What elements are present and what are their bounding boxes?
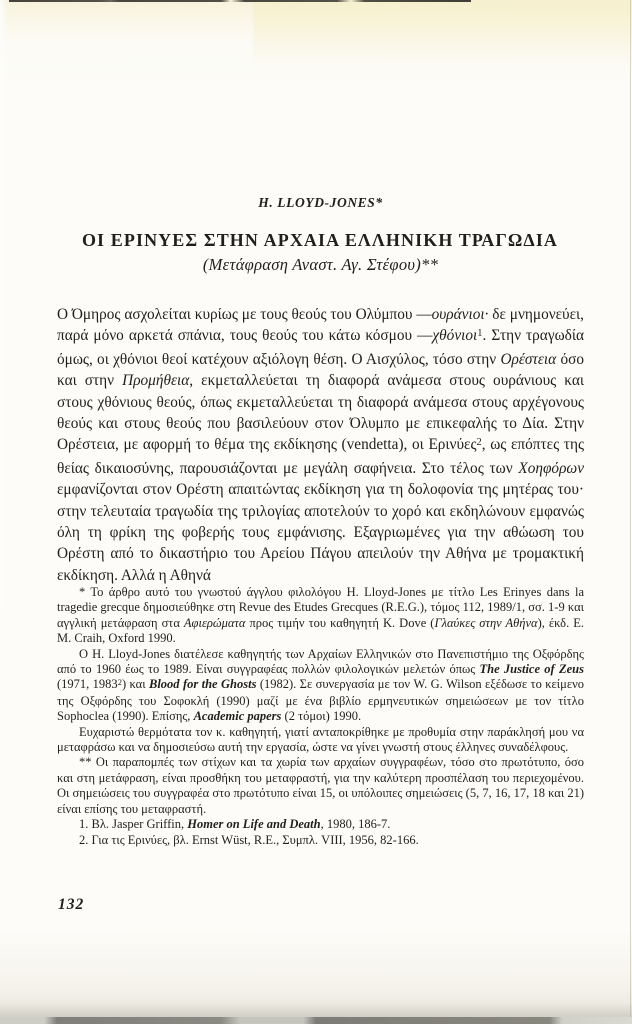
author-line: H. LLOYD-JONES* [258, 195, 383, 210]
footnote-bio: Ο H. Lloyd-Jones διατέλεσε καθηγητής των Αρχαίων Ελληνικών στο Πανεπιστήμιο της Οξφόρδης από το 1960 έως το 1989. Είναι συγγραφέας πολλών φιλολογικών μελετών όπως The Justice of Zeus (1971, 1983$^2$) και Blood for the Ghosts (1982). Σε συνεργασία με τον W. G. Wilson εξέδωσε το κείμενο της Οξφόρδης του Σοφοκλή (1990) μαζί με ένα βιβλίο ερμηνευτικών σημειώσεων με τον τίτλο Sophoclea (1990). Επίσης, Academic papers (2 τόμοι) 1990. [57, 646, 584, 724]
body-paragraph: Ο Όμηρος ασχολείται κυρίως με τους θεούς του Ολύμπου —ουράνιοι· δε μνημονεύει, παρά μόνο αρκετά σπάνια, τους θεούς του κάτω κόσμου —χθόνιοι$^1$. Στην τραγωδία όμως, οι χθόνιοι θεοί κατέχουν αξιόλογη θέση. Ο Αισχύλος, τόσο στην Ορέστεια όσο και στην Προμήθεια, εκμεταλλεύεται τη διαφορά ανάμεσα στους ουράνιους και στους χθόνιους θεούς, όπως εκμεταλλεύεται τη διαφορά ανάμεσα στους αρχέγονους θεούς και στους θεούς που βασιλεύουν στον Όλυμπο με επικεφαλής το Δία. Στην Ορέστεια, με αφορμή το θέμα της εκδίκησης (vendetta), οι Ερινύες$^2$, ως επόπτες της θείας δικαιοσύνης, παρουσιάζονται με μεγάλη σαφήνεια. Στο τέλος των Χοηφόρων εμφανίζονται στον Ορέστη απαιτώντας εκδίκηση για τη δολοφονία της μητέρας του· στην τελευταία τραγωδία της τριλογίας αποτελούν το χορό και εκδηλώνουν εμφανώς όλη τη φρίκη της φοβερής τους εμφάνισης. Εξαγριωμένες για την αθώωση του Ορέστη από το δικαστήριο του Αρείου Πάγου απειλούν την Αθήνα με τρομακτική εκδίκηση. Αλλά η Αθηνά [57, 306, 584, 584]
article-title: ΟΙ ΕΡΙΝΥΕΣ ΣΤΗΝ ΑΡΧΑΙΑ ΕΛΛΗΝΙΚΗ ΤΡΑΓΩΔΙΑ [81, 230, 559, 250]
scan-bottom-edge-band [0, 1017, 632, 1024]
page-number: 132 [58, 896, 85, 913]
scan-bottom-fade [0, 1003, 632, 1017]
scan-right-edge-line [630, 0, 631, 1024]
body-text [57, 304, 584, 586]
footnote-double-star: ** Οι παραπομπές των στίχων και τα χωρία των αρχαίων συγγραφέων, τόσο στο πρωτότυπο, όσο και στη μετάφραση, είναι προσθήκη του μεταφραστή, για την καλύτερη προσπέλαση του περιεχομένου. Οι σημειώσεις του συγγραφέα στο πρωτότυπο είναι 15, οι υπόλοιπες σημειώσεις (5, 7, 16, 17, 18 και 21) είναι επίσης του μεταφραστή. [57, 755, 584, 816]
footnote-thanks: Ευχαριστώ θερμότατα τον κ. καθηγητή, γιατί ανταποκρίθηκε με προθυμία στην παράκλησή μου να μεταφράσω και να δημοσιεύσω αυτή την εργασία, ώστε να γίνει γνωστή στους έλληνες συναδέλφους. [57, 724, 584, 755]
translation-subtitle: (Μετάφραση Αναστ. Αγ. Στέφου)** [202, 255, 439, 274]
footnotes-block [57, 585, 584, 848]
footnote-1: 1. Βλ. Jasper Griffin, Homer on Life and Death, 1980, 186-7. [79, 817, 391, 832]
footnote-star: * Το άρθρο αυτό του γνωστού άγγλου φιλολόγου H. Lloyd-Jones με τίτλο Les Erinyes dans la tragedie grecque δημοσιεύθηκε στη Revue des Etudes Grecques (R.E.G.), τόμος 112, 1989/1, σσ. 1-9 και αγγλική μετάφραση στα Αφιερώματα προς τιμήν του καθηγητή K. Dove (Γλαύκες στην Αθήνα), έκδ. E. M. Craih, Oxford 1990. [57, 585, 584, 646]
scan-top-edge-line [9, 0, 471, 2]
scan-left-edge [0, 0, 8, 614]
scan-top-tint [253, 0, 632, 70]
footnote-2: 2. Για τις Ερινύες, βλ. Ernst Wüst, R.E., Συμπλ. VIII, 1956, 82-166. [79, 832, 419, 847]
